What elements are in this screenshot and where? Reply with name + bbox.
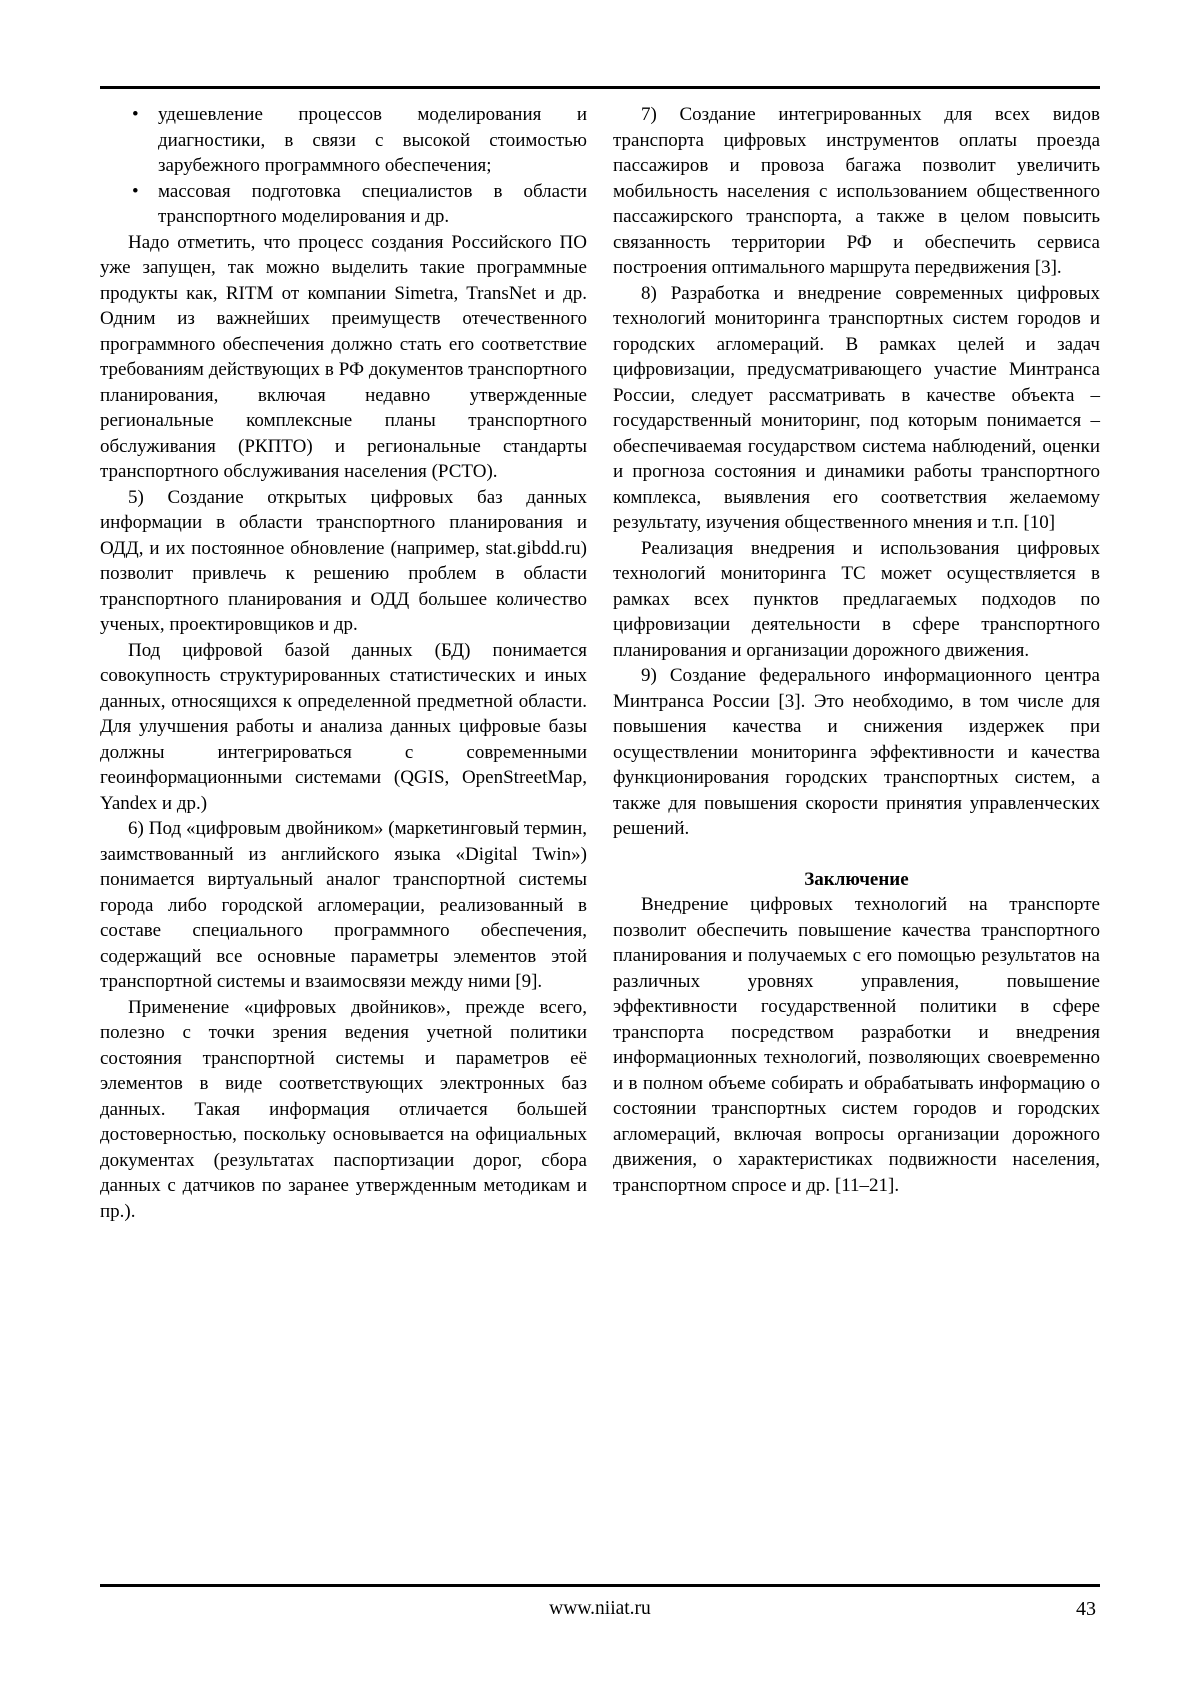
paragraph: 8) Разработка и внедрение современных цифровых технологий мониторинга транспортных систем городов и городских агломераций. В рамках целей и задач цифровизации, предусматривающего участие Минтранса России, следует рассматривать в качестве объекта – государственный мониторинг, под которым понимается – обеспечиваемая государством система наблюдений, оценки и прогноза состояния и динамики работы транспортного комплекса, выявления его соответствия желаемому результату, изучения общественного мнения и т.п. [10]	[613, 282, 1100, 533]
page-content	[100, 102, 1100, 1224]
page-footer	[100, 1594, 1100, 1624]
footer-site-link[interactable]: www.niiat.ru	[549, 1598, 651, 1619]
paragraph: Под цифровой базой данных (БД) понимается совокупность структурированных статистических и иных данных, относящихся к определенной предметной области. Для улучшения работы и анализа данных цифровые базы должны интегрироваться с современными геоинформационными системами (QGIS, OpenStreetMap, Yandex и др.)	[100, 639, 587, 814]
left-column	[100, 102, 587, 1224]
bullet-list	[100, 102, 587, 230]
paragraph: Надо отметить, что процесс создания Российского ПО уже запущен, так можно выделить такие программные продукты как, RITM от компании Simetra, TransNet и др. Одним из важнейших преимуществ отечественного программного обеспечения должно стать его соответствие требованиям действующих в РФ документов транспортного планирования, включая недавно утвержденные региональные комплексные планы транспортного обслуживания (РКПТО) и региональные стандарты транспортного обслуживания населения (РСТО).	[100, 231, 587, 482]
paragraph: Реализация внедрения и использования цифровых технологий мониторинга ТС может осуществляется в рамках всех пунктов предлагаемых подходов по цифровизации деятельности в сфере транспортного планирования и организации дорожного движения.	[613, 537, 1100, 661]
section-heading-conclusion: Заключение	[804, 868, 909, 890]
paragraph: 7) Создание интегрированных для всех видов транспорта цифровых инструментов оплаты проезда пассажиров и провоза багажа позволит увеличить мобильность населения с использованием общественного пассажирского транспорта, а также в целом повысить связанность территории РФ и обеспечить сервиса построения оптимального маршрута передвижения [3].	[613, 104, 1100, 278]
bullet-text: удешевление процессов моделирования и диагностики, в связи с высокой стоимостью зарубежного программного обеспечения;	[158, 104, 587, 176]
bullet-marker: •	[132, 104, 139, 125]
list-item	[100, 102, 587, 179]
top-rule	[100, 86, 1100, 89]
page-number: 43	[1076, 1598, 1096, 1620]
right-column	[613, 102, 1100, 1224]
bottom-rule	[100, 1584, 1100, 1587]
paragraph: Применение «цифровых двойников», прежде всего, полезно с точки зрения ведения учетной политики состояния транспортной системы и параметров её элементов в виде соответствующих электронных баз данных. Такая информация отличается большей достоверностью, поскольку основывается на официальных документах (результатах паспортизации дорог, сбора данных с датчиков по заранее утвержденным методикам и пр.).	[100, 996, 587, 1222]
paragraph: 9) Создание федерального информационного центра Минтранса России [3]. Это необходимо, в том числе для повышения качества и снижения издержек при осуществлении мониторинга эффективности и качества функционирования городских транспортных систем, а также для повышения скорости принятия управленческих решений.	[613, 665, 1100, 839]
paragraph: 5) Создание открытых цифровых баз данных информации в области транспортного планирования и ОДД, и их постоянное обновление (например, stat.gibdd.ru) позволит привлечь к решению проблем в области транспортного планирования и ОДД большее количество ученых, проектировщиков и др.	[100, 486, 587, 635]
paragraph: 6) Под «цифровым двойником» (маркетинговый термин, заимствованный из английского языка «Digital Twin») понимается виртуальный аналог транспортной системы города либо городской агломерации, реализованный в составе специального программного обеспечения, содержащий все основные параметры элементов этой транспортной системы и взаимосвязи между ними [9].	[100, 818, 587, 992]
paragraph: Внедрение цифровых технологий на транспорте позволит обеспечить повышение качества транспортного планирования и получаемых с его помощью результатов на различных уровнях управления, повышение эффективности государственной политики в сфере транспорта посредством разработки и внедрения информационных технологий, позволяющих своевременно и в полном объеме собирать и обрабатывать информацию о состоянии транспортных систем городов и городских агломераций, включая вопросы организации дорожного движения, о характеристиках подвижности населения, транспортном спросе и др. [11–21].	[613, 894, 1100, 1196]
bullet-marker: •	[132, 180, 139, 202]
bullet-text: массовая подготовка специалистов в области транспортного моделирования и др.	[158, 180, 587, 227]
list-item	[100, 179, 587, 230]
